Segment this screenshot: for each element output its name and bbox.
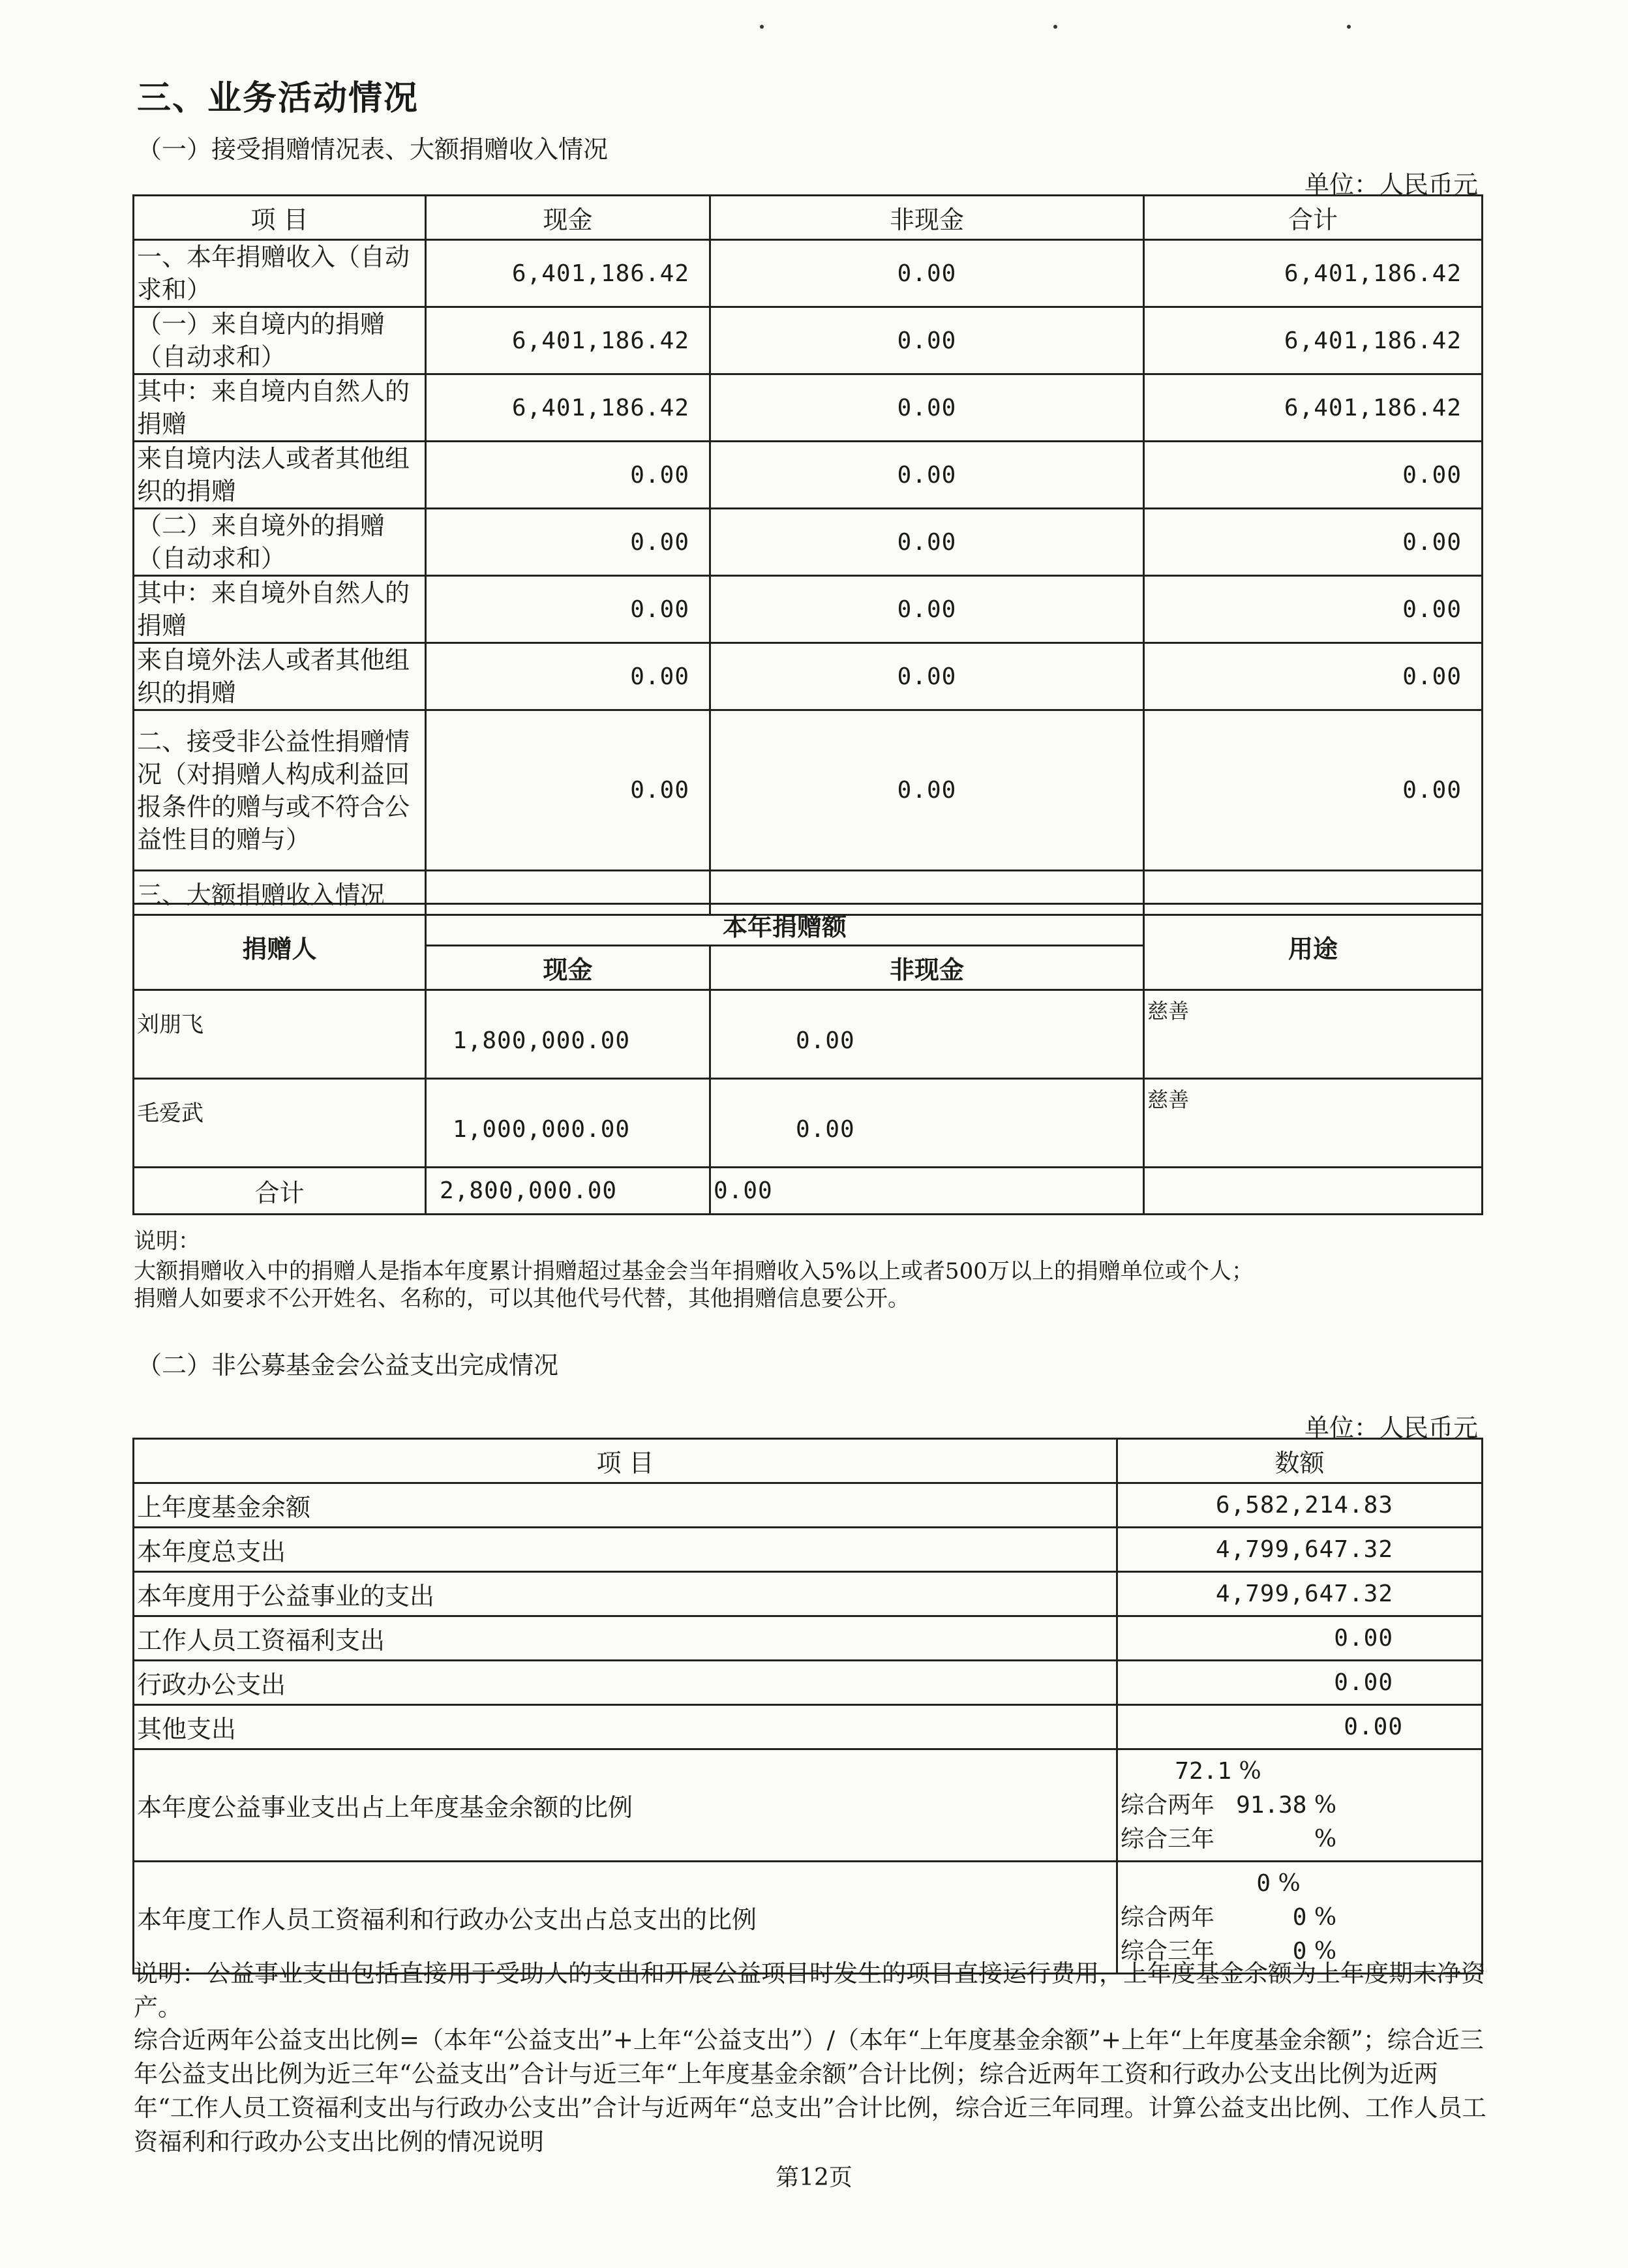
row-label: （一）来自境内的捐赠（自动求和） <box>134 307 426 374</box>
scan-dot <box>760 25 764 29</box>
ratio2-current: 0 <box>1256 1869 1271 1897</box>
ratio1-current: 72.1 <box>1175 1757 1231 1785</box>
row-label: 本年度用于公益事业的支出 <box>134 1572 1117 1616</box>
cell-noncash: 0.00 <box>710 307 1144 374</box>
cell-cash: 0.00 <box>426 576 710 643</box>
header-noncash: 非现金 <box>710 946 1144 990</box>
ratio1-two-year: 91.38 <box>1236 1791 1307 1819</box>
header-donor: 捐赠人 <box>134 904 426 990</box>
ratio2-values: 0 % 综合两年 0 % 综合三年 0 % <box>1117 1862 1483 1974</box>
cell-cash: 0.00 <box>426 710 710 871</box>
note1-line1: 大额捐赠收入中的捐赠人是指本年度累计捐赠超过基金会当年捐赠收入5%以上或者500万以上的捐赠单位或个人； <box>134 1258 1254 1284</box>
donor-purpose: 慈善 <box>1144 1079 1483 1168</box>
cell-total: 0.00 <box>1144 643 1483 710</box>
cell-cash: 0.00 <box>426 509 710 576</box>
cell-total: 6,401,186.42 <box>1144 307 1483 374</box>
donor-cash: 1,000,000.00 <box>426 1079 710 1168</box>
donor-purpose: 慈善 <box>1144 990 1483 1079</box>
header-amount: 本年捐赠额 <box>426 904 1144 946</box>
cell-total: 6,401,186.42 <box>1144 240 1483 307</box>
header-cash: 现金 <box>426 196 710 240</box>
row-label: 工作人员工资福利支出 <box>134 1616 1117 1661</box>
cell-value: 0.00 <box>1117 1616 1483 1661</box>
row-label: 上年度基金余额 <box>134 1483 1117 1528</box>
cell-value: 4,799,647.32 <box>1117 1528 1483 1572</box>
donor-noncash: 0.00 <box>710 990 1144 1079</box>
row-label: 其中：来自境内自然人的捐赠 <box>134 374 426 442</box>
row-label: 来自境外法人或者其他组织的捐赠 <box>134 643 426 710</box>
header-cash: 现金 <box>426 946 710 990</box>
empty-cell <box>1144 1168 1483 1215</box>
donor-noncash: 0.00 <box>710 1079 1144 1168</box>
cell-cash: 6,401,186.42 <box>426 240 710 307</box>
ratio2-three-year: 0 <box>1292 1937 1307 1965</box>
donor-cash: 1,800,000.00 <box>426 990 710 1079</box>
row-label: 一、本年捐赠收入（自动求和） <box>134 240 426 307</box>
note1-title: 说明： <box>134 1228 200 1254</box>
note1-line2: 捐赠人如要求不公开姓名、名称的，可以其他代号代替，其他捐赠信息要公开。 <box>134 1286 910 1312</box>
ratio1-two-year-label: 综合两年 <box>1121 1791 1215 1819</box>
page-number: 第12页 <box>776 2164 852 2191</box>
sum-label: 合计 <box>134 1168 426 1215</box>
ratio2-three-year-label: 综合三年 <box>1121 1937 1215 1965</box>
subsection-title-donations: （一）接受捐赠情况表、大额捐赠收入情况 <box>137 135 609 164</box>
sum-cash: 2,800,000.00 <box>426 1168 710 1215</box>
cell-value: 0.00 <box>1117 1661 1483 1705</box>
cell-cash: 6,401,186.42 <box>426 374 710 442</box>
cell-total: 0.00 <box>1144 576 1483 643</box>
unit-label: 单位：人民币元 <box>1304 170 1478 199</box>
ratio2-label: 本年度工作人员工资福利和行政办公支出占总支出的比例 <box>134 1862 1117 1974</box>
cell-noncash: 0.00 <box>710 509 1144 576</box>
cell-total: 0.00 <box>1144 509 1483 576</box>
large-donation-title: 三、大额捐赠收入情况 <box>134 871 426 915</box>
cell-value: 0.00 <box>1117 1705 1483 1749</box>
row-label: 二、接受非公益性捐赠情况（对捐赠人构成利益回报条件的赠与或不符合公益性目的赠与） <box>134 710 426 871</box>
row-label: 本年度总支出 <box>134 1528 1117 1572</box>
cell-total: 0.00 <box>1144 442 1483 509</box>
cell-value: 4,799,647.32 <box>1117 1572 1483 1616</box>
cell-noncash: 0.00 <box>710 374 1144 442</box>
row-label: 其中：来自境外自然人的捐赠 <box>134 576 426 643</box>
row-label: （二）来自境外的捐赠（自动求和） <box>134 509 426 576</box>
row-label: 行政办公支出 <box>134 1661 1117 1705</box>
cell-cash: 0.00 <box>426 643 710 710</box>
section-title: 三、业务活动情况 <box>137 79 419 118</box>
ratio1-label: 本年度公益事业支出占上年度基金余额的比例 <box>134 1749 1117 1862</box>
cell-value: 6,582,214.83 <box>1117 1483 1483 1528</box>
header-total: 合计 <box>1144 196 1483 240</box>
ratio1-three-year-label: 综合三年 <box>1121 1825 1215 1852</box>
ratio1-values: 72.1 % 综合两年 91.38 % 综合三年 % <box>1117 1749 1483 1862</box>
ratio2-two-year: 0 <box>1292 1903 1307 1931</box>
cell-noncash: 0.00 <box>710 576 1144 643</box>
row-label: 来自境内法人或者其他组织的捐赠 <box>134 442 426 509</box>
scan-dot <box>1053 25 1057 29</box>
expenditure-table <box>132 1438 1483 1974</box>
note2-paragraph1: 说明：公益事业支出包括直接用于受助人的支出和开展公益项目时发生的项目直接运行费用，上年度基金余额为上年度期末净资产。 <box>134 1959 1485 2021</box>
cell-noncash: 0.00 <box>710 442 1144 509</box>
header-noncash: 非现金 <box>710 196 1144 240</box>
header-item: 项 目 <box>134 1439 1117 1483</box>
cell-total: 0.00 <box>1144 710 1483 871</box>
donation-table <box>132 194 1483 916</box>
large-donation-table <box>132 903 1483 1215</box>
cell-cash: 0.00 <box>426 442 710 509</box>
note2-paragraph2: 综合近两年公益支出比例=（本年“公益支出”+上年“公益支出”）/（本年“上年度基金余额”+上年“上年度基金余额”；综合近三年公益支出比例为近三年“公益支出”合计与近三年“上年度基金余额”合计比例；综合近两年工资和行政办公支出比例为近两年“工作人员工资福利支出与行政办公支出”合计与近两年“总支出”合计比例，综合近三年同理。计算公益支出比例、工作人员工资福利和行政办公支出比例的情况说明 <box>134 2026 1486 2156</box>
sum-noncash: 0.00 <box>710 1168 1144 1215</box>
row-label: 其他支出 <box>134 1705 1117 1749</box>
donor-name: 毛爱武 <box>134 1079 426 1168</box>
cell-noncash: 0.00 <box>710 710 1144 871</box>
header-item: 项 目 <box>134 196 426 240</box>
cell-total: 6,401,186.42 <box>1144 374 1483 442</box>
ratio2-two-year-label: 综合两年 <box>1121 1903 1215 1931</box>
donor-name: 刘朋飞 <box>134 990 426 1079</box>
cell-noncash: 0.00 <box>710 643 1144 710</box>
cell-cash: 6,401,186.42 <box>426 307 710 374</box>
header-purpose: 用途 <box>1144 904 1483 990</box>
scan-dot <box>1347 25 1351 29</box>
cell-noncash: 0.00 <box>710 240 1144 307</box>
subsection-title-expenditure: （二）非公募基金会公益支出完成情况 <box>137 1351 559 1380</box>
unit-label: 单位：人民币元 <box>1304 1414 1478 1442</box>
header-amount: 数额 <box>1117 1439 1483 1483</box>
